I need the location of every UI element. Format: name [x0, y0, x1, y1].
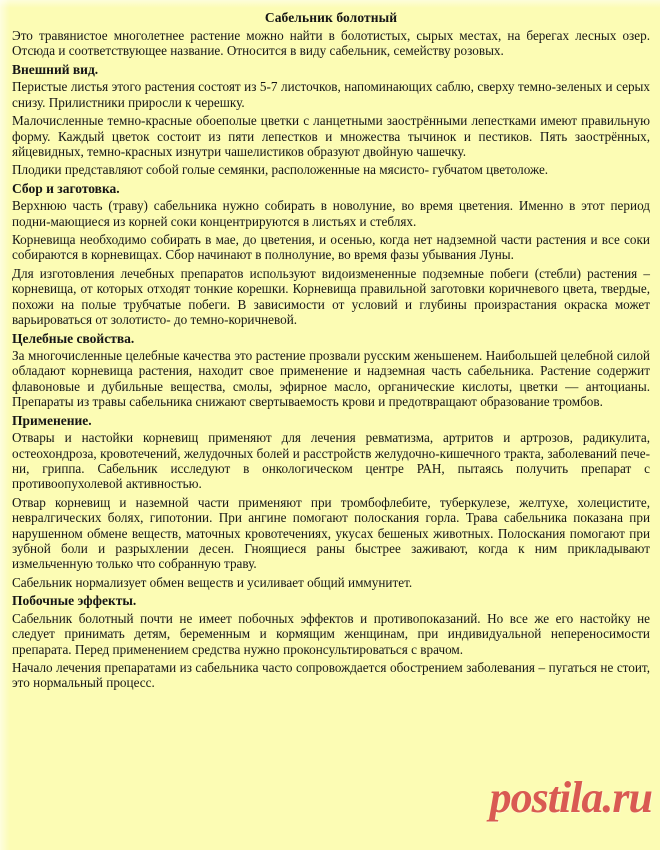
intro-paragraph: Это травянистое многолетнее растение можно найти в болотистых, сырых местах, на берегах лесных озер. Отсюда и соответствующее название. Относится в виду сабельник, семейству розовых.: [12, 28, 650, 59]
section-heading-appearance: Внешний вид.: [12, 61, 99, 77]
paragraph: Сабельник нормализует обмен веществ и усиливает общий иммунитет.: [12, 574, 413, 590]
section-heading-healing-properties: Целебные свойства.: [12, 330, 135, 346]
paragraph: Отвары и настойки корневищ применяют для лечения ревматизма, артритов и артрозов, радикулита, остеохондроза, кровотечений, желудочных болей и расстройств желудочно-кишечного тракта, заболеваний пече-ни, гриппа. Сабельник исследуют в онкологическом центре РАН, пытаясь получить препарат с противоопухолевой активностью.: [12, 430, 650, 492]
paragraph: Перистые листья этого растения состоят из 5-7 листочков, напоминающих саблю, сверху темно-зеленых и серых снизу. Прилистники приросли к черешку.: [12, 79, 650, 110]
postila-watermark: postila.ru: [489, 773, 652, 822]
paragraph: Верхнюю часть (траву) сабельника нужно собирать в новолуние, во время цветения. Именно в этот период подни-мающиеся из корней соки концентрируются в листьях и стеблях.: [12, 198, 650, 229]
paragraph: Отвар корневищ и наземной части применяют при тромбофлебите, туберкулезе, желтухе, холецистите, невралгических болях, гипотонии. При ангине помогают полоскания горла. Трава сабельника показана при нарушенном обмене веществ, маточных кровотечениях, укусах бешеных животных. Полоскания помогают при зубной боли и разрыхлении десен. Гноящиеся раны быстрее заживают, когда к ним прикладывают измельченную только что собранную траву.: [12, 494, 650, 572]
paragraph: Для изготовления лечебных препаратов используют видоизмененные подземные побеги (стебли) растения – корневища, от которых отходят тонкие корешки. Корневища правильной заготовки коричневого цвета, твердые, похожи на полые трубчатые побеги. В зависимости от условий и глубины произрастания окраска может варьироваться от золотисто- до темно-коричневой.: [12, 265, 650, 328]
paragraph: Плодики представляют собой голые семянки, расположенные на мясисто- губчатом цветоложе.: [12, 162, 549, 178]
section-heading-side-effects: Побочные эффекты.: [12, 593, 137, 609]
paragraph: Начало лечения препаратами из сабельника часто сопровождается обострением заболевания – пугаться не стоит, это нормальный процесс.: [12, 659, 650, 691]
paragraph: За многочисленные целебные качества это растение прозвали русским женьшенем. Наибольшей целебной силой обладают корневища растения, находит свое применение и надземная часть сабельника. Растение содержит флавоновые и дубильные вещества, смолы, эфирное масло, органические кислоты, цветки — антоцианы. Препараты из травы сабельника снижают свертываемость крови и предотвращают образование тромбов.: [12, 348, 650, 410]
paragraph: Малочисленные темно-красные обоеполые цветки с ланцетными заострёнными лепестками имеют правильную форму. Каждый цветок состоит из пяти лепестков и множества тычинок и пестиков. Пять заострённых, яйцевидных, темно-красных изнутри чашелистиков образуют двойную чашечку.: [12, 113, 650, 159]
page-title: Сабельник болотный: [264, 10, 398, 25]
section-heading-harvesting: Сбор и заготовка.: [12, 180, 120, 196]
section-heading-usage: Применение.: [12, 412, 92, 428]
paragraph: Корневища необходимо собирать в мае, до цветения, и осенью, когда нет надземной части растения и все соки собираются в корневищах. Сбор начинают в полнолуние, во время фазы убывания Луны.: [12, 232, 650, 263]
paragraph: Сабельник болотный почти не имеет побочных эффектов и противопоказаний. Но все же его настойку не следует принимать детям, беременным и кормящим женщинам, при индивидуальной непереносимости препарата. Перед применением средства нужно проконсультироваться с врачом.: [12, 610, 650, 657]
